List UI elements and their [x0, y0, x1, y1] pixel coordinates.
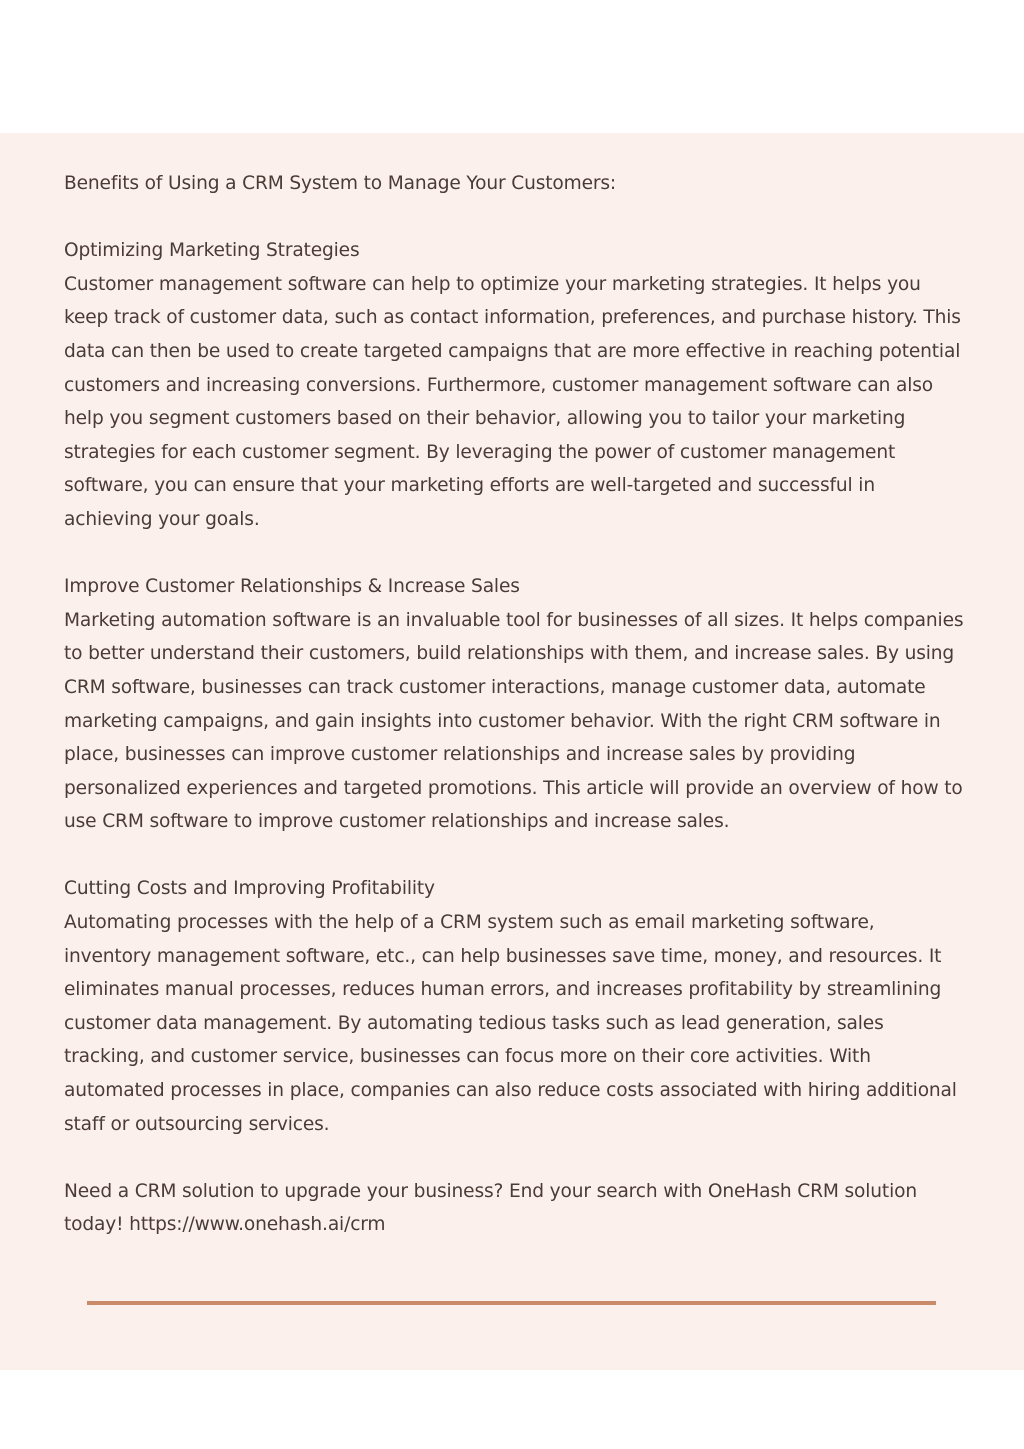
section-optimizing-marketing	[64, 234, 964, 536]
section-body: Automating processes with the help of a CRM system such as email marketing software, inventory management software, etc., can help businesses save time, money, and resources. It eliminates manual processes, reduces human errors, and increases profitability by streamlining customer data management. By automating tedious tasks such as lead generation, sales tracking, and customer service, businesses can focus more on their core activities. With automated processes in place, companies can also reduce costs associated with hiring additional staff or outsourcing services.	[64, 912, 957, 1135]
section-body: Marketing automation software is an invaluable tool for businesses of all sizes. It helps companies to better understand their customers, build relationships with them, and increase sales. By using CRM software, businesses can track customer interactions, manage customer data, automate marketing campaigns, and gain insights into customer behavior. With the right CRM software in place, businesses can improve customer relationships and increase sales by providing personalized experiences and targeted promotions. This article will provide an overview of how to use CRM software to improve customer relationships and increase sales.	[64, 609, 964, 833]
section-cutting-costs	[64, 872, 964, 1141]
section-body: Customer management software can help to optimize your marketing strategies. It helps you keep track of customer data, such as contact information, preferences, and purchase history. This data can then be used to create targeted campaigns that are more effective in reaching potential customers and increasing conversions. Furthermore, customer management software can also help you segment customers based on their behavior, allowing you to tailor your marketing strategies for each customer segment. By leveraging the power of customer management software, you can ensure that your marketing efforts are well-targeted and successful in achieving your goals.	[64, 273, 961, 530]
section-heading: Optimizing Marketing Strategies	[64, 240, 360, 262]
document-body	[64, 167, 964, 1276]
section-customer-relationships	[64, 570, 964, 839]
divider-line	[87, 1301, 936, 1305]
document-title: Benefits of Using a CRM System to Manage Your Customers:	[64, 173, 617, 194]
closing-call-to-action: Need a CRM solution to upgrade your business? End your search with OneHash CRM solution today! https://www.onehash.ai/crm	[64, 1180, 917, 1236]
section-heading: Cutting Costs and Improving Profitability	[64, 878, 435, 900]
section-heading: Improve Customer Relationships & Increase Sales	[64, 576, 520, 598]
